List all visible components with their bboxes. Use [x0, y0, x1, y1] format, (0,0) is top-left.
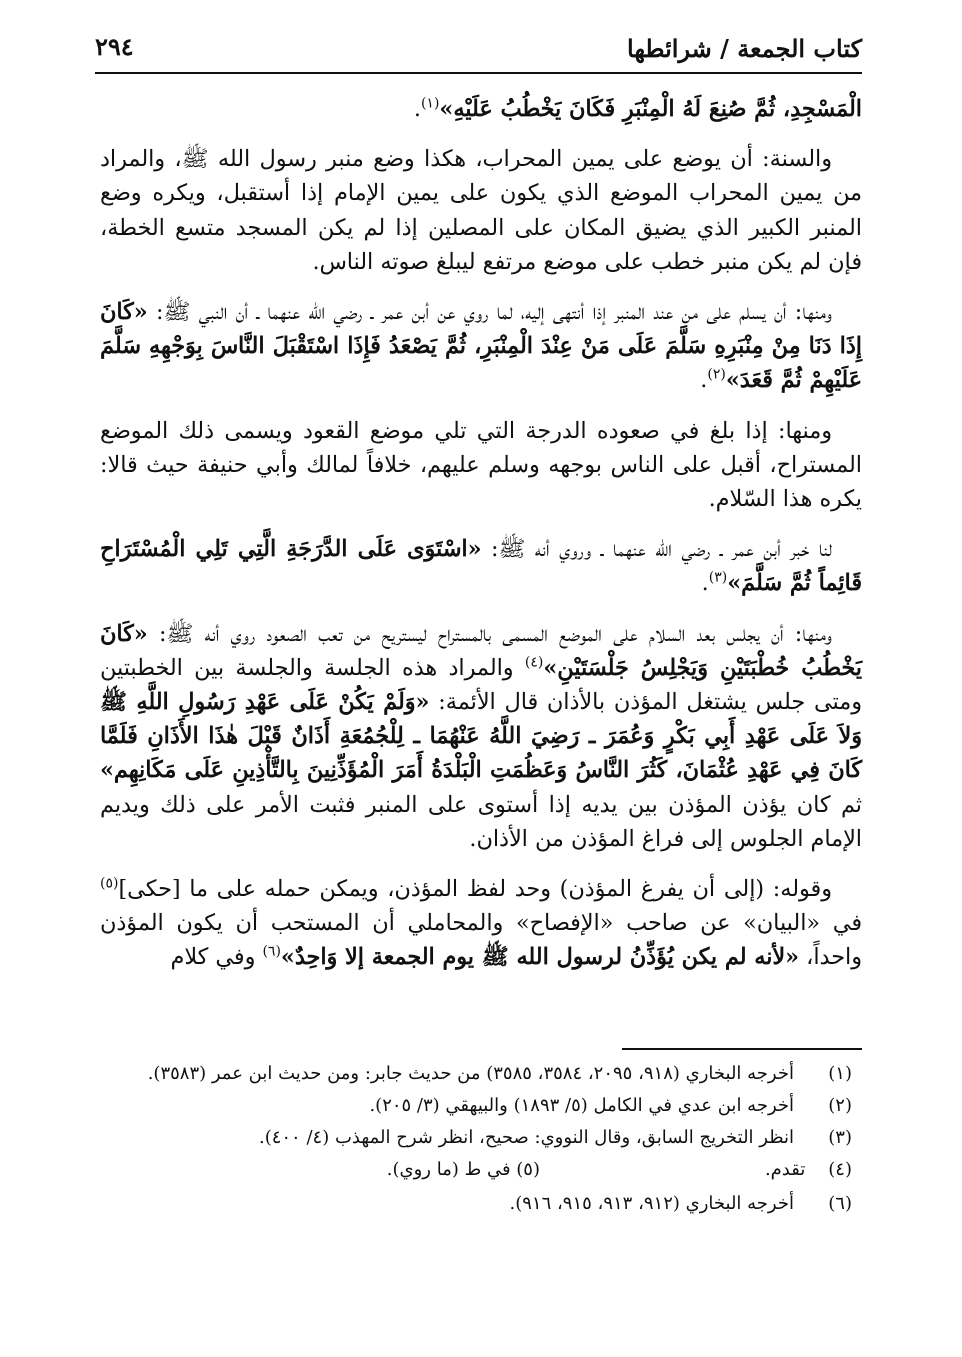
hadith-quote: «اسْتَوَى عَلَى الدَّرَجَةِ الَّتِي تَلِي الْمُسْتَرَاحِ قَائِماً ثُمَّ سَلَّمَ» — [100, 536, 862, 597]
paragraph-intro: ومنها: أن يجلس بعد السلام على الموضع المسمى بالمستراح ليستريح من تعب الصعود روي أنه ﷺ: — [147, 620, 832, 647]
footnote-text: انظر التخريج السابق، وقال النووي: صحيح، انظر شرح المهذب (٤/ ٤٠٠). — [258, 1127, 794, 1148]
footnote-ref-5: (٥) — [100, 875, 119, 892]
footnote-divider — [622, 1048, 862, 1050]
paragraph-3 — [100, 295, 862, 398]
athar-quote: «وَلَمْ يَكُنْ عَلَى عَهْدِ رَسُولِ اللَّهِ ﷺ وَلاَ عَلَى عَهْدِ أَبِي بَكْرٍ وَعُمَرَ ـ رَضِيَ اللَّهُ عَنْهُمَا ـ لِلْجُمُعَةِ أَذَانٌ قَبْلَ هٰذَا الأَذَانِ فَلَمَّا كَانَ فِي عَهْدِ عُثْمَانَ، كَثُرَ النَّاسُ وَعَظُمَتِ الْبَلْدَةُ أَمَرَ الْمُؤَذِّنِينَ بِالتَّأْذِينِ عَلَى مَكَانِهِم» — [100, 689, 862, 784]
footnote-ref-1: (١) — [420, 95, 440, 112]
header-divider — [95, 72, 862, 74]
paragraph-end: . — [701, 570, 709, 597]
hadith-quote: «لأنه لم يكن يُؤَذِّنُ لرسول الله ﷺ يوم الجمعة إلا وَاحِدٌ» — [280, 944, 800, 971]
footnote-text: تقدم. — [764, 1159, 806, 1180]
paragraph-end: . — [413, 96, 421, 122]
footnote-number: (٦) — [828, 1193, 852, 1214]
footnotes — [100, 1058, 852, 1220]
paragraph-end: . — [700, 367, 708, 394]
paragraph-middle: في «البيان» عن صاحب «الإفصاح» والمحاملي أن المستحب أن يكون المؤذن واحداً، — [100, 910, 862, 971]
paragraph-middle: والمراد هذه الجلسة والجلسة بين الخطبتين ومتى جلس يشتغل المؤذن بالأذان قال الأئمة: — [100, 654, 862, 716]
footnote-text: أخرجه ابن عدي في الكامل (٥/ ١٨٩٣) والبيهقي (٣/ ٢٠٥). — [369, 1095, 794, 1116]
footnote-5: (٥) في ط (ما روي). — [386, 1159, 540, 1180]
footnote-3 — [100, 1122, 852, 1154]
footnote-4-5-row — [100, 1154, 852, 1188]
main-text — [100, 92, 862, 991]
paragraph-5 — [100, 532, 862, 600]
footnote-number: (٢) — [828, 1095, 852, 1116]
footnote-2 — [100, 1090, 852, 1122]
paragraph-intro: لنا خبر أبن عمر ـ رضي الله عنهما ـ وروي أنه ﷺ: — [481, 536, 833, 563]
paragraph-4: ومنها: إذا بلغ في صعوده الدرجة التي تلي موضع القعود ويسمى ذلك الموضع المستراح، أقبل على الناس بوجهه وسلم عليهم، خلافاً لمالك وأبي حنيفة حيث قالا: يكره هذا السّلام. — [100, 417, 862, 513]
hadith-quote: الْمَسْجِدِ، ثُمَّ صُنِعَ لَهُ الْمِنْبَرِ فَكَانَ يَخْطُبُ عَلَيْهِ» — [439, 96, 862, 122]
paragraph-end: وفي كلام — [170, 944, 263, 971]
footnote-ref-6: (٦) — [262, 944, 281, 961]
footnote-1 — [100, 1058, 852, 1090]
hadith-quote: «كَانَ إِذَا دَنَا مِنْ مِنْبَرِهِ سَلَّمَ عَلَى مَنْ عِنْدَ الْمِنْبَرِ، ثُمَّ يَصْعَدُ فَإِذَا اسْتَقْبَلَ النَّاسَ بِوَجْهِهِ سَلَّمَ عَلَيْهِمْ ثُمَّ قَعَدَ» — [100, 299, 862, 394]
page-number: ٢٩٤ — [95, 32, 134, 61]
paragraph-2: والسنة: أن يوضع على يمين المحراب، هكذا وضع منبر رسول الله ﷺ، والمراد من يمين المحراب الموضع الذي يكون على يمين الإمام إذا أستقبل، ويكره وضع المنبر الكبير الذي يضيق المكان على المصلين إذا لم يكن المسجد متسع الخطة، فإن لم يكن منبر خطب على موضع مرتفع ليبلغ صوته الناس. — [100, 146, 862, 275]
running-header — [95, 28, 862, 70]
footnote-ref-2: (٢) — [707, 367, 726, 383]
footnote-number: (٤) — [828, 1159, 852, 1180]
footnote-text: أخرجه البخاري (٩١٢، ٩١٣، ٩١٥، ٩١٦). — [509, 1193, 794, 1214]
footnote-number: (٣) — [828, 1127, 852, 1148]
footnote-ref-3: (٣) — [708, 570, 728, 587]
footnote-number: (١) — [828, 1063, 852, 1084]
paragraph-1 — [100, 92, 862, 126]
footnote-4 — [765, 1154, 852, 1186]
paragraph-7 — [100, 872, 862, 975]
footnote-text: أخرجه البخاري (٩١٨، ٢٠٩٥، ٣٥٨٤، ٣٥٨٥) من حديث جابر: ومن حديث ابن عمر (٣٥٨٣). — [147, 1063, 794, 1084]
hadith-quote: «كَانَ يَخْطُبُ خُطْبَتَيْنِ وَيَجْلِسُ جَلْسَتَيْنِ» — [100, 620, 862, 681]
paragraph-end: ثم كان يؤذن المؤذن بين يديه إذا أستوى على المنبر فثبت الأمر على ذلك ويديم الإمام الجلوس إلى فراغ المؤذن من الأذان. — [100, 791, 862, 852]
paragraph-intro: ومنها: أن يسلم على من عند المنبر إذا أنتهى إليه، لما روي عن أبن عمر ـ رضي الله عنهما ـ أن النبي ﷺ: — [147, 299, 832, 326]
footnote-6 — [100, 1188, 852, 1220]
running-title: كتاب الجمعة / شرائطها — [627, 34, 862, 63]
paragraph-intro: وقوله: (إلى أن يفرغ المؤذن) وحد لفظ المؤذن، ويمكن حمله على ما [حكى] — [118, 876, 832, 903]
footnote-ref-4: (٤) — [524, 654, 544, 671]
paragraph-6 — [100, 617, 862, 856]
